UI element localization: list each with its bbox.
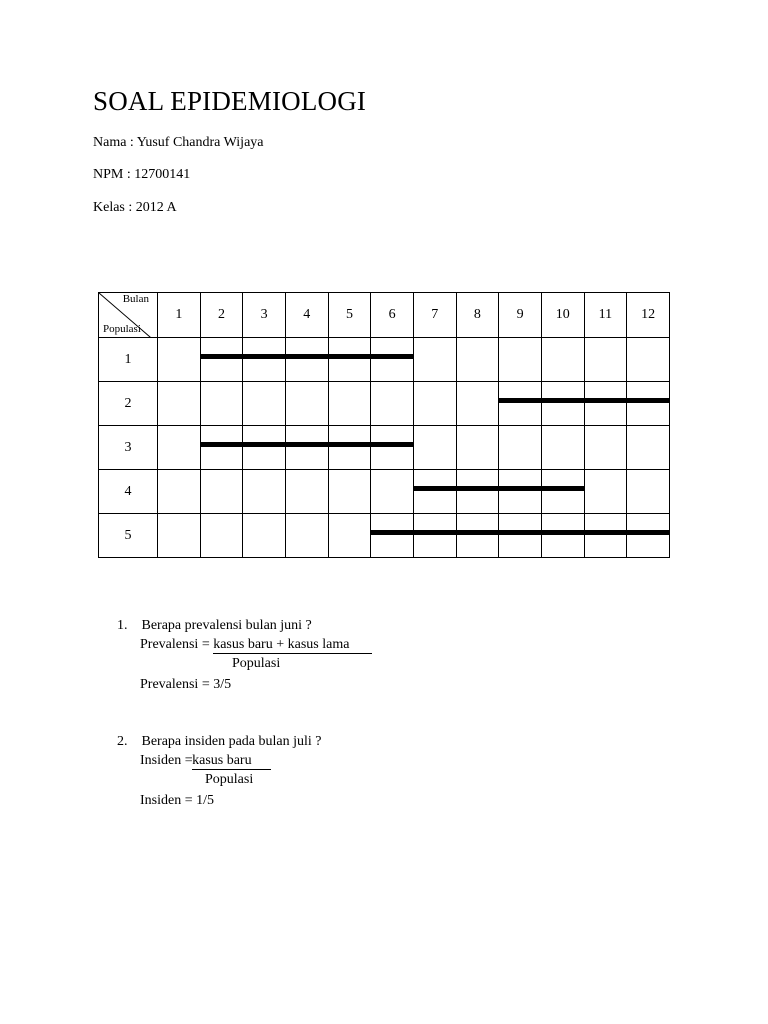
question-1-denominator: Populasi: [232, 656, 281, 671]
table-row: [99, 514, 670, 558]
cell: [413, 382, 456, 426]
question-1-answer: Prevalensi = 3/5: [140, 677, 232, 692]
cell: [243, 470, 286, 514]
cell: [200, 426, 243, 470]
cell: [584, 338, 627, 382]
case-bar-population-2: [499, 398, 670, 403]
cell: [371, 426, 414, 470]
month-header-10: 10: [541, 293, 584, 338]
month-header-7: 7: [413, 293, 456, 338]
cell: [456, 426, 499, 470]
table-row: [99, 426, 670, 470]
month-header-11: 11: [584, 293, 627, 338]
cell: [158, 426, 201, 470]
cell: [328, 338, 371, 382]
cell: [541, 426, 584, 470]
question-2-text: Berapa insiden pada bulan juli ?: [141, 734, 322, 749]
cell: [627, 382, 670, 426]
student-npm: NPM : 12700141: [93, 167, 191, 182]
month-header-1: 1: [158, 293, 201, 338]
question-2-number: 2.: [117, 734, 128, 749]
header-row: [99, 293, 670, 338]
cell: [285, 382, 328, 426]
question-1-formula: [140, 637, 372, 654]
cell: [200, 338, 243, 382]
question-2-formula: [140, 753, 271, 770]
question-1: [117, 618, 312, 634]
case-bar-population-3: [200, 442, 413, 447]
cell: [584, 426, 627, 470]
cell: [158, 514, 201, 558]
month-header-12: 12: [627, 293, 670, 338]
cell: [456, 470, 499, 514]
student-name: Nama : Yusuf Chandra Wijaya: [93, 135, 264, 150]
cell: [371, 470, 414, 514]
month-header-4: 4: [285, 293, 328, 338]
population-label-2: 2: [99, 382, 158, 426]
cell: [456, 514, 499, 558]
epidemiology-timeline-table: [98, 292, 670, 558]
cell: [584, 514, 627, 558]
student-class: Kelas : 2012 A: [93, 200, 177, 215]
cell: [541, 382, 584, 426]
cell: [243, 338, 286, 382]
cell: [158, 338, 201, 382]
cell: [243, 426, 286, 470]
cell: [627, 426, 670, 470]
cell: [328, 382, 371, 426]
table-row: [99, 382, 670, 426]
population-label-5: 5: [99, 514, 158, 558]
cell: [328, 426, 371, 470]
cell: [413, 426, 456, 470]
cell: [371, 514, 414, 558]
cell: [499, 470, 542, 514]
cell: [371, 382, 414, 426]
table-row: [99, 338, 670, 382]
cell: [200, 382, 243, 426]
question-2: [117, 734, 322, 750]
month-header-6: 6: [371, 293, 414, 338]
cell: [499, 426, 542, 470]
cell: [584, 470, 627, 514]
cell: [243, 382, 286, 426]
cell: [328, 514, 371, 558]
cell: [584, 382, 627, 426]
question-1-number: 1.: [117, 618, 128, 633]
cell: [499, 382, 542, 426]
cell: [413, 514, 456, 558]
cell: [328, 470, 371, 514]
cell: [541, 338, 584, 382]
population-label-1: 1: [99, 338, 158, 382]
question-1-numerator: kasus baru + kasus lama: [213, 637, 372, 654]
question-2-answer: Insiden = 1/5: [140, 793, 214, 808]
cell: [499, 514, 542, 558]
question-1-formula-lhs: Prevalensi =: [140, 637, 214, 652]
corner-label-month: Bulan: [122, 293, 149, 305]
case-bar-population-5: [371, 530, 670, 535]
cell: [200, 514, 243, 558]
cell: [456, 338, 499, 382]
cell: [456, 382, 499, 426]
cell: [285, 514, 328, 558]
cell: [285, 338, 328, 382]
cell: [541, 514, 584, 558]
document-title: SOAL EPIDEMIOLOGI: [93, 86, 367, 116]
cell: [158, 470, 201, 514]
cell: [627, 470, 670, 514]
corner-cell: [99, 293, 158, 338]
month-header-3: 3: [243, 293, 286, 338]
cell: [413, 470, 456, 514]
corner-label-population: Populasi: [103, 323, 141, 335]
cell: [541, 470, 584, 514]
population-label-4: 4: [99, 470, 158, 514]
case-bar-population-1: [200, 354, 413, 359]
question-2-numerator: kasus baru: [192, 753, 271, 770]
cell: [413, 338, 456, 382]
cell: [200, 470, 243, 514]
question-1-text: Berapa prevalensi bulan juni ?: [141, 618, 312, 633]
question-2-formula-lhs: Insiden =: [140, 753, 197, 768]
question-2-denominator: Populasi: [205, 772, 254, 787]
cell: [371, 338, 414, 382]
cell: [627, 338, 670, 382]
cell: [285, 426, 328, 470]
cell: [285, 470, 328, 514]
month-header-9: 9: [499, 293, 542, 338]
month-header-5: 5: [328, 293, 371, 338]
month-header-8: 8: [456, 293, 499, 338]
population-label-3: 3: [99, 426, 158, 470]
case-bar-population-4: [413, 486, 584, 491]
month-header-2: 2: [200, 293, 243, 338]
cell: [158, 382, 201, 426]
cell: [627, 514, 670, 558]
table-row: [99, 470, 670, 514]
cell: [499, 338, 542, 382]
cell: [243, 514, 286, 558]
